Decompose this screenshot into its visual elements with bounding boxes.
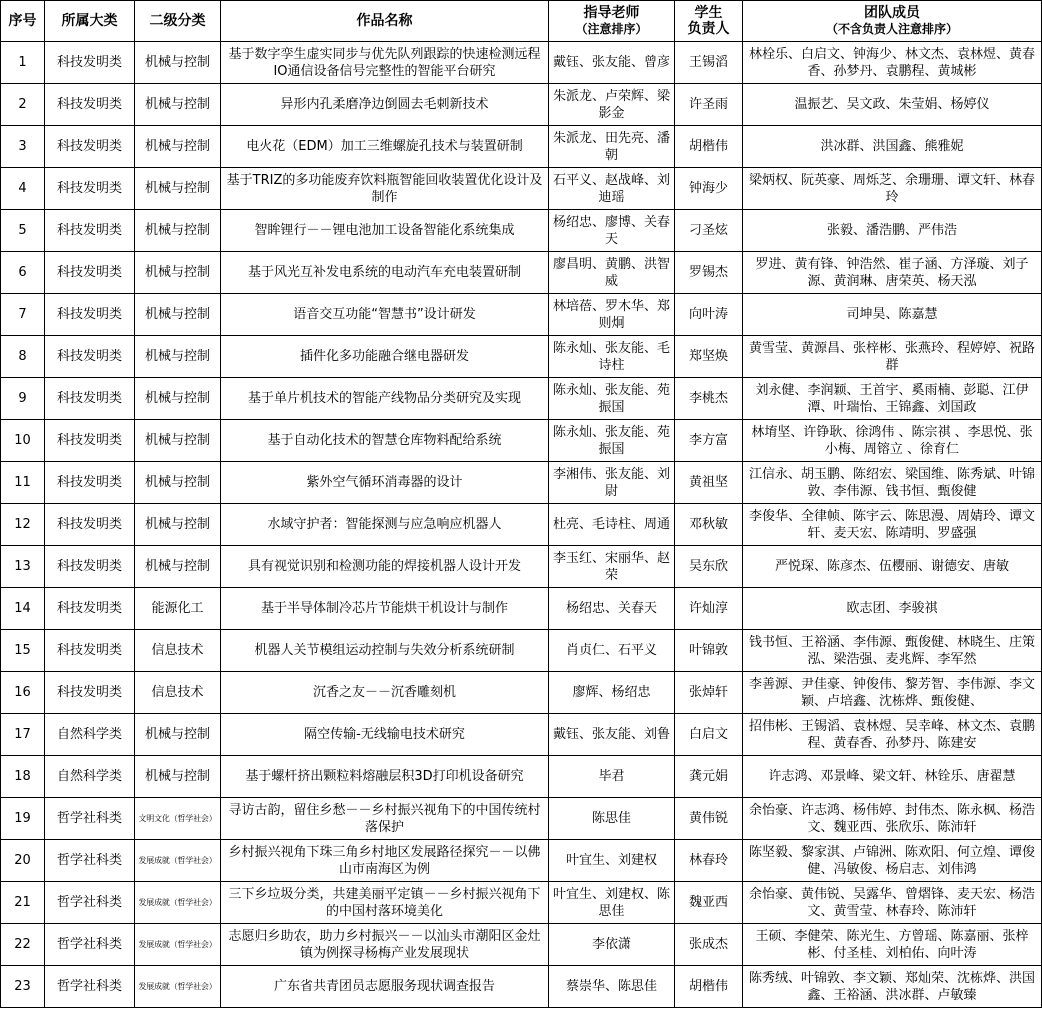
advisor-cell: 李湘伟、张友能、刘尉 bbox=[549, 462, 675, 504]
row-number-cell: 7 bbox=[1, 294, 45, 336]
subcategory-cell: 机械与控制 bbox=[135, 546, 221, 588]
category-cell: 哲学社科类 bbox=[45, 798, 135, 840]
subcategory-cell: 机械与控制 bbox=[135, 84, 221, 126]
work-name-cell: 电火花（EDM）加工三维螺旋孔技术与装置研制 bbox=[221, 126, 549, 168]
members-cell: 王硕、李健荣、陈光生、方曾瑶、陈嘉丽、张梓彬、付圣桂、刘柏佑、向叶涛 bbox=[743, 924, 1042, 966]
leader-cell: 王锡滔 bbox=[675, 42, 743, 84]
header-advisor-title: 指导老师 bbox=[583, 5, 640, 21]
work-name-cell: 语音交互功能“智慧书”设计研发 bbox=[221, 294, 549, 336]
leader-cell: 钟海少 bbox=[675, 168, 743, 210]
table-row bbox=[1, 714, 1042, 756]
leader-cell: 魏亚西 bbox=[675, 882, 743, 924]
advisor-cell: 杨绍忠、关春天 bbox=[549, 588, 675, 630]
row-number-cell: 21 bbox=[1, 882, 45, 924]
category-cell: 科技发明类 bbox=[45, 504, 135, 546]
table-row bbox=[1, 126, 1042, 168]
category-cell: 科技发明类 bbox=[45, 252, 135, 294]
category-cell: 哲学社科类 bbox=[45, 840, 135, 882]
members-cell: 刘永健、李润颖、王首宇、奚雨楠、彭聪、江伊潭、叶瑞怡、王锦鑫、刘国政 bbox=[743, 378, 1042, 420]
header-category: 所属大类 bbox=[45, 1, 135, 42]
header-row bbox=[1, 1, 1042, 42]
advisor-cell: 朱派龙、田先亮、潘朝 bbox=[549, 126, 675, 168]
advisor-cell: 肖贞仁、石平义 bbox=[549, 630, 675, 672]
advisor-cell: 蔡崇华、陈思佳 bbox=[549, 966, 675, 1008]
work-name-cell: 机器人关节模组运动控制与失效分析系统研制 bbox=[221, 630, 549, 672]
advisor-cell: 石平义、赵战峰、刘迪瑶 bbox=[549, 168, 675, 210]
work-name-cell: 基于风光互补发电系统的电动汽车充电装置研制 bbox=[221, 252, 549, 294]
work-name-cell: 乡村振兴视角下珠三角乡村地区发展路径探究－－以佛山市南海区为例 bbox=[221, 840, 549, 882]
row-number-cell: 2 bbox=[1, 84, 45, 126]
table-row bbox=[1, 378, 1042, 420]
table-row bbox=[1, 840, 1042, 882]
members-cell: 严悦琛、陈彦杰、伍樱丽、谢德安、唐敏 bbox=[743, 546, 1042, 588]
advisor-cell: 毕君 bbox=[549, 756, 675, 798]
work-name-cell: 紫外空气循环消毒器的设计 bbox=[221, 462, 549, 504]
leader-cell: 胡楷伟 bbox=[675, 966, 743, 1008]
category-cell: 科技发明类 bbox=[45, 126, 135, 168]
members-cell: 江信永、胡玉鹏、陈绍宏、梁国维、陈秀斌、叶锦敦、李伟源、钱书恒、甄俊健 bbox=[743, 462, 1042, 504]
header-members-note: （不含负责人注意排序） bbox=[825, 22, 958, 36]
subcategory-cell: 机械与控制 bbox=[135, 504, 221, 546]
leader-cell: 张成杰 bbox=[675, 924, 743, 966]
row-number-cell: 8 bbox=[1, 336, 45, 378]
row-number-cell: 20 bbox=[1, 840, 45, 882]
table-row bbox=[1, 336, 1042, 378]
advisor-cell: 陈永灿、张友能、毛诗柱 bbox=[549, 336, 675, 378]
table-row bbox=[1, 420, 1042, 462]
leader-cell: 许灿淳 bbox=[675, 588, 743, 630]
leader-cell: 胡楷伟 bbox=[675, 126, 743, 168]
table-row bbox=[1, 882, 1042, 924]
header-no: 序号 bbox=[1, 1, 45, 42]
table-row bbox=[1, 630, 1042, 672]
members-cell: 司坤昊、陈嘉慧 bbox=[743, 294, 1042, 336]
table-row bbox=[1, 462, 1042, 504]
category-cell: 科技发明类 bbox=[45, 42, 135, 84]
leader-cell: 许圣雨 bbox=[675, 84, 743, 126]
row-number-cell: 6 bbox=[1, 252, 45, 294]
leader-cell: 向叶涛 bbox=[675, 294, 743, 336]
subcategory-cell: 发展成就（哲学社会） bbox=[135, 840, 221, 882]
table-row bbox=[1, 210, 1042, 252]
header-subcategory: 二级分类 bbox=[135, 1, 221, 42]
category-cell: 科技发明类 bbox=[45, 462, 135, 504]
work-name-cell: 具有视觉识别和检测功能的焊接机器人设计开发 bbox=[221, 546, 549, 588]
row-number-cell: 12 bbox=[1, 504, 45, 546]
work-name-cell: 基于螺杆挤出颗粒料熔融层积3D打印机设备研究 bbox=[221, 756, 549, 798]
members-cell: 罗进、黄有锋、钟浩然、崔子涵、方泽璇、刘子源、黄润琳、唐荣英、杨天泓 bbox=[743, 252, 1042, 294]
advisor-cell: 陈永灿、张友能、苑振国 bbox=[549, 378, 675, 420]
work-name-cell: 隔空传输-无线输电技术研究 bbox=[221, 714, 549, 756]
work-name-cell: 基于单片机技术的智能产线物品分类研究及实现 bbox=[221, 378, 549, 420]
table-row bbox=[1, 546, 1042, 588]
subcategory-cell: 信息技术 bbox=[135, 672, 221, 714]
category-cell: 科技发明类 bbox=[45, 168, 135, 210]
header-work-name: 作品名称 bbox=[221, 1, 549, 42]
table-row bbox=[1, 924, 1042, 966]
header-leader-line1: 学生 bbox=[694, 5, 723, 21]
leader-cell: 李桃杰 bbox=[675, 378, 743, 420]
members-cell: 黄雪莹、黄源昌、张梓彬、张燕玲、程婷婷、祝路群 bbox=[743, 336, 1042, 378]
category-cell: 哲学社科类 bbox=[45, 924, 135, 966]
row-number-cell: 22 bbox=[1, 924, 45, 966]
leader-cell: 刁圣炫 bbox=[675, 210, 743, 252]
header-leader-line2: 负责人 bbox=[687, 21, 730, 37]
row-number-cell: 14 bbox=[1, 588, 45, 630]
row-number-cell: 15 bbox=[1, 630, 45, 672]
table-row bbox=[1, 756, 1042, 798]
row-number-cell: 4 bbox=[1, 168, 45, 210]
table-row bbox=[1, 168, 1042, 210]
advisor-cell: 陈思佳 bbox=[549, 798, 675, 840]
leader-cell: 邓秋敏 bbox=[675, 504, 743, 546]
table-row bbox=[1, 588, 1042, 630]
leader-cell: 林春玲 bbox=[675, 840, 743, 882]
table-row bbox=[1, 966, 1042, 1008]
leader-cell: 白启文 bbox=[675, 714, 743, 756]
category-cell: 科技发明类 bbox=[45, 672, 135, 714]
leader-cell: 吴东欣 bbox=[675, 546, 743, 588]
members-cell: 陈秀绒、叶锦敦、李文颖、郑灿荣、沈栋烨、洪国鑫、王裕涵、洪冰群、卢敏臻 bbox=[743, 966, 1042, 1008]
advisor-cell: 林培蓓、罗木华、郑则炯 bbox=[549, 294, 675, 336]
members-cell: 李善源、尹佳豪、钟俊伟、黎芳智、李伟源、李文颖、卢培鑫、沈栋烨、甄俊健、 bbox=[743, 672, 1042, 714]
category-cell: 科技发明类 bbox=[45, 420, 135, 462]
row-number-cell: 18 bbox=[1, 756, 45, 798]
subcategory-cell: 机械与控制 bbox=[135, 294, 221, 336]
table-row bbox=[1, 672, 1042, 714]
work-name-cell: 插件化多功能融合继电器研发 bbox=[221, 336, 549, 378]
advisor-cell: 廖昌明、黄鹏、洪智威 bbox=[549, 252, 675, 294]
members-cell: 欧志团、李骏祺 bbox=[743, 588, 1042, 630]
members-cell: 余怡豪、许志鸿、杨伟婷、封伟杰、陈永枫、杨浩文、魏亚西、张欣乐、陈沛轩 bbox=[743, 798, 1042, 840]
subcategory-cell: 机械与控制 bbox=[135, 462, 221, 504]
work-name-cell: 基于TRIZ的多功能废弃饮料瓶智能回收装置优化设计及制作 bbox=[221, 168, 549, 210]
members-cell: 梁炳权、阮英豪、周烁芝、余珊珊、谭文轩、林春玲 bbox=[743, 168, 1042, 210]
work-name-cell: 沉香之友－－沉香雕刻机 bbox=[221, 672, 549, 714]
category-cell: 科技发明类 bbox=[45, 588, 135, 630]
members-cell: 温振艺、吴文政、朱莹娟、杨婷仪 bbox=[743, 84, 1042, 126]
advisor-cell: 杨绍忠、廖博、关春天 bbox=[549, 210, 675, 252]
work-name-cell: 志愿归乡助农，助力乡村振兴－－以汕头市潮阳区金灶镇为例探寻杨梅产业发展现状 bbox=[221, 924, 549, 966]
table-row bbox=[1, 252, 1042, 294]
advisor-cell: 朱派龙、卢荣辉、梁影金 bbox=[549, 84, 675, 126]
subcategory-cell: 发展成就（哲学社会） bbox=[135, 924, 221, 966]
subcategory-cell: 发展成就（哲学社会） bbox=[135, 882, 221, 924]
row-number-cell: 16 bbox=[1, 672, 45, 714]
subcategory-cell: 信息技术 bbox=[135, 630, 221, 672]
subcategory-cell: 机械与控制 bbox=[135, 42, 221, 84]
members-cell: 张毅、潘浩鹏、严伟浩 bbox=[743, 210, 1042, 252]
advisor-cell: 陈永灿、张友能、苑振国 bbox=[549, 420, 675, 462]
work-name-cell: 智眸锂行－－锂电池加工设备智能化系统集成 bbox=[221, 210, 549, 252]
category-cell: 科技发明类 bbox=[45, 294, 135, 336]
table-row bbox=[1, 798, 1042, 840]
row-number-cell: 1 bbox=[1, 42, 45, 84]
leader-cell: 叶锦敦 bbox=[675, 630, 743, 672]
header-members-title: 团队成员 bbox=[864, 5, 920, 21]
row-number-cell: 13 bbox=[1, 546, 45, 588]
subcategory-cell: 机械与控制 bbox=[135, 378, 221, 420]
work-name-cell: 基于半导体制冷芯片节能烘干机设计与制作 bbox=[221, 588, 549, 630]
category-cell: 哲学社科类 bbox=[45, 966, 135, 1008]
work-name-cell: 广东省共青团员志愿服务现状调查报告 bbox=[221, 966, 549, 1008]
members-cell: 招伟彬、王锡滔、袁林煜、吴幸峰、林文杰、袁鹏程、黄春香、孙梦丹、陈建安 bbox=[743, 714, 1042, 756]
leader-cell: 郑坚焕 bbox=[675, 336, 743, 378]
category-cell: 哲学社科类 bbox=[45, 882, 135, 924]
members-cell: 许志鸿、邓景峰、梁文轩、林铨乐、唐翟慧 bbox=[743, 756, 1042, 798]
advisor-cell: 杜亮、毛诗柱、周通 bbox=[549, 504, 675, 546]
subcategory-cell: 机械与控制 bbox=[135, 756, 221, 798]
work-name-cell: 基于自动化技术的智慧仓库物料配给系统 bbox=[221, 420, 549, 462]
row-number-cell: 10 bbox=[1, 420, 45, 462]
advisor-cell: 戴钰、张友能、刘鲁 bbox=[549, 714, 675, 756]
advisor-cell: 叶宜生、刘建权 bbox=[549, 840, 675, 882]
work-name-cell: 基于数字孪生虚实同步与优先队列跟踪的快速检测远程IO通信设备信号完整性的智能平台研究 bbox=[221, 42, 549, 84]
category-cell: 科技发明类 bbox=[45, 378, 135, 420]
row-number-cell: 17 bbox=[1, 714, 45, 756]
members-cell: 林栓乐、白启文、钟海少、林文杰、袁林煜、黄春香、孙梦丹、袁鹏程、黄城彬 bbox=[743, 42, 1042, 84]
work-name-cell: 异形内孔柔磨净边倒圆去毛刺新技术 bbox=[221, 84, 549, 126]
category-cell: 自然科学类 bbox=[45, 714, 135, 756]
table-row bbox=[1, 294, 1042, 336]
row-number-cell: 19 bbox=[1, 798, 45, 840]
table-body bbox=[1, 42, 1042, 1008]
leader-cell: 黄伟锐 bbox=[675, 798, 743, 840]
subcategory-cell: 机械与控制 bbox=[135, 714, 221, 756]
leader-cell: 龚元娟 bbox=[675, 756, 743, 798]
row-number-cell: 3 bbox=[1, 126, 45, 168]
work-name-cell: 三下乡垃圾分类，共建美丽平定镇－－乡村振兴视角下的中国村落环境美化 bbox=[221, 882, 549, 924]
subcategory-cell: 机械与控制 bbox=[135, 168, 221, 210]
leader-cell: 李方富 bbox=[675, 420, 743, 462]
row-number-cell: 23 bbox=[1, 966, 45, 1008]
members-cell: 李俊华、全律帧、陈宇云、陈思漫、周婧玲、谭文轩、麦天宏、陈靖明、罗盛强 bbox=[743, 504, 1042, 546]
subcategory-cell: 机械与控制 bbox=[135, 126, 221, 168]
row-number-cell: 11 bbox=[1, 462, 45, 504]
header-advisor bbox=[549, 1, 675, 42]
header-members bbox=[743, 1, 1042, 42]
category-cell: 科技发明类 bbox=[45, 84, 135, 126]
work-name-cell: 寻访古韵，留住乡愁－－乡村振兴视角下的中国传统村落保护 bbox=[221, 798, 549, 840]
advisor-cell: 李玉红、宋丽华、赵荣 bbox=[549, 546, 675, 588]
members-cell: 钱书恒、王裕涵、李伟源、甄俊健、林晓生、庄策泓、梁浩强、麦兆辉、李军然 bbox=[743, 630, 1042, 672]
header-leader bbox=[675, 1, 743, 42]
subcategory-cell: 机械与控制 bbox=[135, 252, 221, 294]
table-row bbox=[1, 504, 1042, 546]
table-row bbox=[1, 42, 1042, 84]
members-cell: 陈坚毅、黎家淇、卢锦洲、陈欢阳、何立煌、谭俊健、冯敏俊、杨启志、刘伟鸿 bbox=[743, 840, 1042, 882]
category-cell: 科技发明类 bbox=[45, 546, 135, 588]
advisor-cell: 戴钰、张友能、曾彦 bbox=[549, 42, 675, 84]
category-cell: 科技发明类 bbox=[45, 210, 135, 252]
subcategory-cell: 机械与控制 bbox=[135, 210, 221, 252]
leader-cell: 黄祖坚 bbox=[675, 462, 743, 504]
members-cell: 洪冰群、洪国鑫、熊雅妮 bbox=[743, 126, 1042, 168]
advisor-cell: 李依潇 bbox=[549, 924, 675, 966]
row-number-cell: 9 bbox=[1, 378, 45, 420]
leader-cell: 罗锡杰 bbox=[675, 252, 743, 294]
table-row bbox=[1, 84, 1042, 126]
advisor-cell: 廖辉、杨绍忠 bbox=[549, 672, 675, 714]
category-cell: 自然科学类 bbox=[45, 756, 135, 798]
row-number-cell: 5 bbox=[1, 210, 45, 252]
advisor-cell: 叶宜生、刘建权、陈思佳 bbox=[549, 882, 675, 924]
members-cell: 林堉坚、许铮耿、徐鸿伟 、陈宗祺 、李思悦、张小梅、周镕立 、徐育仁 bbox=[743, 420, 1042, 462]
members-cell: 余怡豪、黄伟锐、吴露华、曾熠锋、麦天宏、杨浩文、黄雪莹、林春玲、陈沛轩 bbox=[743, 882, 1042, 924]
subcategory-cell: 能源化工 bbox=[135, 588, 221, 630]
subcategory-cell: 发展成就（哲学社会） bbox=[135, 966, 221, 1008]
leader-cell: 张焯轩 bbox=[675, 672, 743, 714]
work-name-cell: 水域守护者：智能探测与应急响应机器人 bbox=[221, 504, 549, 546]
subcategory-cell: 机械与控制 bbox=[135, 420, 221, 462]
category-cell: 科技发明类 bbox=[45, 336, 135, 378]
subcategory-cell: 文明文化（哲学社会） bbox=[135, 798, 221, 840]
subcategory-cell: 机械与控制 bbox=[135, 336, 221, 378]
category-cell: 科技发明类 bbox=[45, 630, 135, 672]
header-advisor-note: （注意排序） bbox=[575, 22, 648, 36]
